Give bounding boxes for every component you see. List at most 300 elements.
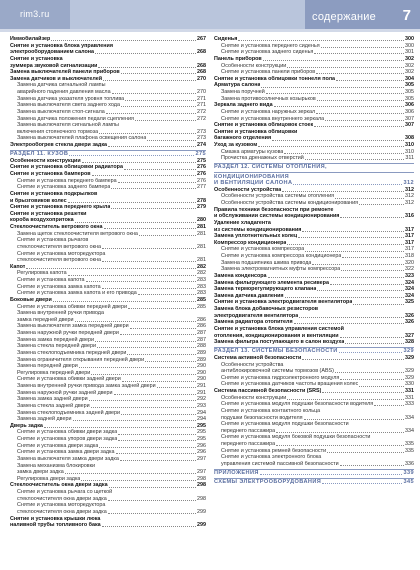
toc-entry[interactable] — [214, 96, 414, 103]
toc-entry[interactable] — [214, 333, 414, 340]
toc-page-number: 294 — [197, 409, 206, 416]
dot-leader — [73, 420, 197, 421]
toc-entry-title: Замена выключателя света заднего хода — [17, 102, 120, 109]
toc-page-number: 329 — [405, 374, 414, 381]
toc-entry[interactable] — [10, 304, 206, 311]
toc-entry-title: стеклоочистителя окна двери задка — [17, 508, 107, 515]
toc-entry[interactable] — [214, 448, 414, 455]
toc-entry[interactable] — [214, 49, 414, 56]
toc-entry[interactable] — [214, 116, 414, 123]
dot-leader — [95, 53, 196, 54]
dot-leader — [82, 162, 196, 163]
toc-entry[interactable] — [10, 224, 206, 231]
toc-page-number: 307 — [405, 122, 414, 129]
toc-entry-title: из системы кондиционирования — [214, 226, 302, 233]
toc-entry[interactable] — [10, 142, 206, 149]
toc-entry-line: Особенности устройства — [221, 361, 284, 368]
toc-entry[interactable] — [214, 286, 414, 293]
toc-entry[interactable] — [10, 109, 206, 116]
toc-entry[interactable] — [214, 388, 414, 395]
dot-leader — [359, 386, 404, 387]
toc-entry-title: Снятие и установка переднего бампера — [17, 177, 117, 184]
toc-entry-title: переднего пассажира — [221, 441, 276, 447]
toc-page-number: 285 — [197, 303, 206, 310]
dot-leader — [99, 447, 196, 448]
toc-entry[interactable] — [214, 355, 414, 362]
toc-entry[interactable] — [10, 496, 206, 503]
toc-entry[interactable] — [10, 158, 206, 165]
toc-section-heading[interactable] — [10, 150, 206, 158]
toc-page-number: 305 — [405, 82, 414, 89]
dot-leader — [127, 354, 196, 355]
toc-entry[interactable] — [10, 129, 206, 136]
toc-entry-line: Снятие и установка рычага со щеткой — [17, 489, 113, 495]
toc-entry-title: Замена радиатора отопителя — [214, 319, 293, 326]
dot-leader — [122, 381, 196, 382]
toc-entry[interactable] — [10, 509, 206, 516]
toc-entry-title: Снятие и установка бамперов — [10, 171, 91, 177]
dot-leader — [321, 47, 404, 48]
toc-entry[interactable] — [10, 63, 206, 70]
toc-entry[interactable] — [10, 376, 206, 383]
toc-entry[interactable] — [214, 319, 414, 326]
dot-leader — [116, 453, 196, 454]
toc-page-number: 317 — [405, 233, 414, 240]
toc-page-number: 283 — [197, 283, 206, 290]
toc-entry-title: отопления, кондиционирования и вентиляции — [214, 332, 339, 339]
toc-entry-title: Снятие и установка двери задка — [17, 442, 99, 449]
toc-entry[interactable] — [214, 375, 414, 382]
toc-entry[interactable] — [10, 244, 206, 251]
dot-leader — [314, 53, 404, 54]
dot-leader — [299, 317, 404, 318]
toc-entry[interactable] — [10, 284, 206, 291]
toc-entry[interactable] — [10, 357, 206, 364]
toc-entry-title: Снятие и установка обивки двери задка — [17, 429, 118, 436]
toc-entry-line: Снятие и установка решетки — [10, 210, 87, 217]
toc-page-number: 301 — [405, 49, 414, 56]
toc-entry[interactable] — [10, 277, 206, 284]
toc-entry-line: Снятие и установка контактного кольца — [221, 407, 321, 414]
toc-entry[interactable] — [214, 187, 414, 194]
toc-entry[interactable] — [214, 273, 414, 280]
toc-entry[interactable] — [214, 213, 414, 220]
toc-entry[interactable] — [214, 193, 414, 200]
toc-entry[interactable] — [214, 428, 414, 435]
toc-page-number: 287 — [197, 336, 206, 343]
dot-leader — [135, 120, 196, 121]
toc-entry-title: Замена выключателя стоп-сигнала — [17, 108, 105, 115]
dot-leader — [261, 87, 404, 88]
toc-entry[interactable] — [10, 49, 206, 56]
toc-page-number: 329 — [405, 354, 414, 361]
toc-page-number: 334 — [405, 427, 414, 434]
toc-entry[interactable] — [214, 339, 414, 346]
toc-entry[interactable] — [10, 76, 206, 83]
toc-entry[interactable] — [214, 280, 414, 287]
toc-entry[interactable] — [10, 403, 206, 410]
toc-entry[interactable] — [214, 401, 414, 408]
toc-entry[interactable] — [10, 436, 206, 443]
dot-leader — [287, 244, 404, 245]
toc-entry-title: короба воздухопритока — [10, 217, 74, 224]
toc-page-number: 307 — [405, 115, 414, 122]
toc-entry-line: Снятие и установка рычагов — [17, 237, 89, 244]
toc-entry[interactable] — [214, 246, 414, 253]
dot-leader — [111, 208, 196, 209]
toc-page-number: 270 — [197, 75, 206, 82]
toc-entry-title: Снятие и установка наружных зеркал — [221, 108, 316, 115]
toc-entry[interactable] — [214, 441, 414, 448]
toc-entry[interactable] — [10, 323, 206, 330]
toc-entry[interactable] — [214, 240, 414, 247]
toc-entry-title: Замена выключателей плафона освещения салона — [17, 135, 147, 142]
toc-entry[interactable] — [214, 102, 414, 109]
toc-entry[interactable] — [214, 415, 414, 422]
toc-entry-title: Регулировка капота — [17, 270, 67, 277]
toc-entry[interactable] — [214, 89, 414, 96]
dot-leader — [124, 169, 196, 170]
dot-leader — [147, 140, 196, 141]
toc-entry[interactable] — [10, 410, 206, 417]
dot-leader — [102, 248, 196, 249]
toc-entry[interactable] — [214, 76, 414, 83]
dot-leader — [118, 182, 196, 183]
toc-entry-title: Замена конденсора — [214, 272, 267, 279]
dot-leader — [359, 204, 404, 205]
dot-leader — [258, 146, 404, 147]
dot-leader — [145, 361, 196, 362]
toc-entry[interactable] — [10, 363, 206, 370]
toc-entry[interactable] — [10, 343, 206, 350]
toc-section-heading[interactable] — [214, 478, 414, 486]
toc-page-number: 285 — [197, 296, 206, 303]
toc-entry-title: Снятие и установка обивки передней двери — [17, 303, 128, 310]
toc-page-number: 271 — [197, 95, 206, 102]
toc-section-heading[interactable] — [214, 469, 414, 477]
toc-page-number: 299 — [197, 508, 206, 515]
toc-entry-title: Замена выключателя замка передней двери — [17, 323, 129, 330]
toc-page-number: 336 — [405, 460, 414, 467]
toc-entry-title: Прочистка дренажных отверстий — [221, 155, 304, 162]
toc-entry-title: аварийного падения давления масла — [17, 89, 111, 95]
toc-page-number: 339 — [403, 470, 414, 476]
toc-entry-title: Замена ограничителя открывания передней двери — [17, 356, 145, 363]
toc-entry[interactable] — [10, 69, 206, 76]
dot-leader — [121, 73, 196, 74]
toc-entry-title: антиблокировочной системы тормозов (ABS) — [221, 368, 334, 375]
toc-page-number: 302 — [405, 55, 414, 62]
toc-entry[interactable] — [10, 476, 206, 483]
toc-entry[interactable] — [10, 204, 206, 211]
toc-page-number: 292 — [197, 396, 206, 403]
toc-entry-line: Замена блока добавочных резисторов — [214, 306, 319, 312]
toc-page-number: 310 — [405, 142, 414, 148]
toc-entry[interactable] — [10, 383, 206, 390]
dot-leader — [274, 106, 404, 107]
toc-entry[interactable] — [10, 416, 206, 423]
toc-entry[interactable] — [214, 381, 414, 388]
toc-entry-title: Снятие и установка заднего сиденья — [221, 49, 314, 56]
toc-entry[interactable] — [214, 395, 414, 402]
toc-page-number: 317 — [405, 239, 414, 246]
dot-leader — [339, 352, 403, 353]
dot-leader — [287, 67, 404, 68]
toc-entry-title: И ВЕНТИЛЯЦИИ САЛОНА — [214, 180, 293, 187]
toc-entry-title: включения стояночного тормоза — [17, 128, 99, 135]
dot-leader — [285, 297, 404, 298]
toc-entry[interactable] — [214, 142, 414, 149]
toc-entry-line: Снятие и установка облицовки — [214, 128, 298, 135]
toc-entry[interactable] — [214, 260, 414, 267]
toc-entry[interactable] — [10, 456, 206, 463]
toc-entry[interactable] — [10, 297, 206, 304]
toc-entry[interactable] — [10, 469, 206, 476]
toc-entry[interactable] — [10, 522, 206, 529]
dot-leader — [294, 323, 404, 324]
dot-leader — [121, 414, 196, 415]
toc-page-number: 326 — [405, 319, 414, 326]
toc-entry-title: Замена стекла задней двери — [17, 402, 90, 409]
page-number: 7 — [402, 7, 411, 24]
dot-leader — [121, 106, 196, 107]
dot-leader — [312, 264, 404, 265]
toc-entry[interactable] — [10, 429, 206, 436]
toc-entry[interactable] — [214, 69, 414, 76]
toc-entry[interactable] — [10, 390, 206, 397]
toc-page-number: 290 — [197, 363, 206, 370]
toc-page-number: 268 — [197, 69, 206, 76]
toc-page-number: 281 — [197, 230, 206, 237]
toc-entry[interactable] — [10, 270, 206, 277]
dot-leader — [276, 432, 404, 433]
toc-entry[interactable] — [10, 482, 206, 489]
toc-page-number: 310 — [405, 148, 414, 155]
toc-entry-title: замка передней двери — [17, 316, 74, 323]
dot-leader — [238, 40, 404, 41]
dot-leader — [51, 40, 196, 41]
toc-entry[interactable] — [10, 330, 206, 337]
dot-leader — [112, 93, 196, 94]
dot-leader — [327, 452, 404, 453]
toc-entry[interactable] — [10, 89, 206, 96]
toc-entry-title: Замена датчика указателя уровня топлива — [17, 95, 125, 102]
toc-entry-title: Замена подшипника шкива привода — [221, 259, 312, 266]
toc-page-number: 331 — [405, 388, 414, 394]
toc-entry[interactable] — [10, 257, 206, 264]
dot-leader — [108, 513, 196, 514]
toc-page-number: 279 — [197, 204, 206, 211]
dot-leader — [316, 113, 404, 114]
dot-leader — [317, 100, 404, 101]
toc-section-heading[interactable] — [214, 347, 414, 355]
dot-leader — [75, 222, 196, 223]
toc-page-number: 267 — [197, 36, 206, 42]
toc-entry[interactable] — [214, 299, 414, 306]
toc-entry-title: подушки безопасности водителя — [221, 414, 303, 421]
dot-leader — [316, 73, 404, 74]
toc-entry-title: Замена противосолнечных козырьков — [221, 95, 316, 102]
toc-page-number: 283 — [197, 277, 206, 283]
toc-page-number: 281 — [197, 243, 206, 250]
toc-entry[interactable] — [10, 317, 206, 324]
toc-page-number: 320 — [405, 259, 414, 266]
toc-page-number: 306 — [405, 108, 414, 115]
toc-page-number: 330 — [405, 381, 414, 388]
dot-leader — [287, 399, 404, 400]
toc-entry-title: Особенности устройства — [214, 186, 282, 193]
toc-page-number: 295 — [197, 422, 206, 429]
dot-leader — [108, 500, 196, 501]
dot-leader — [268, 277, 404, 278]
toc-entry[interactable] — [214, 109, 414, 116]
toc-page-number: 299 — [197, 522, 206, 529]
dot-leader — [91, 374, 196, 375]
toc-page-number: 290 — [197, 376, 206, 383]
toc-entry[interactable] — [10, 36, 206, 43]
toc-entry[interactable] — [214, 368, 414, 375]
toc-page-number: 308 — [405, 135, 414, 142]
toc-entry-title: Снятие и установка датчиков частоты вращения колес — [221, 381, 359, 388]
toc-entry-line: Замена механизма блокировки — [17, 462, 95, 469]
toc-entry[interactable] — [214, 36, 414, 43]
toc-entry[interactable] — [10, 350, 206, 357]
toc-entry[interactable] — [214, 200, 414, 207]
toc-entry[interactable] — [10, 116, 206, 123]
toc-entry-title: Замена датчика положения педали сцепления — [17, 115, 134, 122]
toc-entry[interactable] — [214, 122, 414, 129]
toc-entry-title: Замена наружной ручки передней двери — [17, 330, 119, 336]
toc-entry-title: СХЕМЫ ЭЛЕКТРООБОРУДОВАНИЯ — [214, 479, 322, 486]
toc-entry[interactable] — [214, 56, 414, 63]
toc-entry-title: Замена стекла передней двери — [17, 343, 96, 350]
toc-entry-title: Замена внутренней ручки привода замка задней двери — [17, 383, 156, 389]
dot-leader — [266, 93, 404, 94]
toc-entry[interactable] — [10, 370, 206, 377]
toc-entry-title: стеклоочистителя окна двери задка — [17, 495, 107, 502]
toc-entry-line: Замена датчика сигнальной лампы — [17, 82, 106, 89]
toc-page-number: 317 — [405, 226, 414, 233]
toc-entry[interactable] — [214, 82, 414, 89]
toc-entry-title: Снятие и установка гидроэлектронного модуля — [221, 374, 340, 381]
toc-entry-title: Снятие и установка замка двери задка — [17, 449, 115, 456]
toc-entry-title: Замена датчиков и выключателей — [10, 75, 103, 82]
toc-entry[interactable] — [214, 43, 414, 50]
toc-entry-title: Дверь задка — [10, 422, 43, 429]
toc-entry[interactable] — [10, 171, 206, 178]
toc-entry[interactable] — [10, 423, 206, 430]
toc-entry-title: Замена датчика давления — [214, 292, 284, 299]
toc-entry[interactable] — [214, 266, 414, 273]
toc-page-number: 333 — [405, 401, 414, 408]
toc-page-number: 298 — [197, 495, 206, 502]
toc-entry[interactable] — [10, 184, 206, 191]
toc-section-heading: РАЗДЕЛ 12. СИСТЕМЫ ОТОПЛЕНИЯ, — [214, 163, 414, 171]
toc-entry[interactable] — [214, 227, 414, 234]
dot-leader — [44, 427, 196, 428]
toc-entry-title: Замена выключателя замка двери задка — [17, 455, 119, 462]
toc-page-number: 302 — [405, 69, 414, 76]
toc-section-heading[interactable] — [214, 180, 414, 187]
toc-entry[interactable] — [10, 164, 206, 171]
toc-entry[interactable] — [10, 337, 206, 344]
toc-entry-line: Замена внутренней ручки привода — [17, 310, 104, 317]
toc-page-number: 281 — [197, 257, 206, 264]
toc-page-number: 335 — [405, 447, 414, 454]
toc-page-number: 272 — [197, 108, 206, 115]
toc-entry-title: электродвигателя вентилятора — [214, 312, 299, 319]
dot-leader — [340, 379, 404, 380]
toc-page-number: 312 — [405, 186, 414, 193]
dot-leader — [305, 251, 404, 252]
toc-entry[interactable] — [10, 198, 206, 205]
dot-leader — [342, 257, 404, 258]
toc-entry[interactable] — [10, 178, 206, 185]
toc-entry[interactable] — [214, 461, 414, 468]
dot-leader — [260, 474, 403, 475]
toc-entry-title: Электрообогрев стекла двери задка — [10, 142, 108, 148]
toc-page-number: 282 — [197, 270, 206, 277]
toc-entry[interactable] — [10, 96, 206, 103]
toc-entry-title: Замена выключателей панели приборов — [10, 69, 120, 76]
toc-entry-title: зуммера звуковой сигнализации — [10, 62, 98, 69]
toc-page-number: 304 — [405, 75, 414, 82]
toc-page-number: 312 — [405, 200, 414, 206]
toc-page-number: 302 — [405, 62, 414, 69]
toc-entry[interactable] — [10, 290, 206, 297]
dot-leader — [336, 80, 404, 81]
toc-entry[interactable] — [214, 253, 414, 260]
toc-entry-title: и обслуживании системы кондиционирования — [214, 213, 340, 220]
dot-leader — [341, 270, 404, 271]
toc-entry[interactable] — [214, 155, 414, 162]
toc-entry[interactable] — [10, 102, 206, 109]
toc-entry-title: Замена стеклоподъемника задней двери — [17, 409, 121, 416]
toc-section-heading: КОНДИЦИОНИРОВАНИЯ — [214, 172, 414, 180]
toc-entry[interactable] — [214, 63, 414, 70]
toc-page-number: 329 — [403, 348, 414, 355]
toc-entry-title: Снятие и установка заднего бампера — [17, 184, 111, 191]
toc-page-number: 324 — [405, 279, 414, 286]
toc-entry-title: Замена фильтрующего элемента ресивера — [214, 279, 329, 286]
toc-entry-title: Уход за кузовом — [214, 142, 258, 148]
toc-entry[interactable] — [214, 313, 414, 320]
toc-entry[interactable] — [214, 233, 414, 240]
toc-entry[interactable] — [10, 217, 206, 224]
toc-page-number: 317 — [405, 246, 414, 253]
toc-entry[interactable] — [10, 231, 206, 238]
toc-entry[interactable] — [10, 264, 206, 271]
toc-page-number: 288 — [197, 343, 206, 350]
toc-page-number: 281 — [197, 224, 206, 230]
toc-entry[interactable] — [10, 135, 206, 142]
toc-entry-title: Снятие и установка внутреннего зеркала — [221, 115, 325, 122]
toc-entry[interactable] — [214, 293, 414, 300]
toc-entry[interactable] — [214, 135, 414, 142]
toc-entry[interactable] — [214, 149, 414, 156]
toc-entry[interactable] — [10, 449, 206, 456]
toc-page-number: 305 — [405, 89, 414, 95]
toc-entry-title: Замена замка передней двери — [17, 336, 94, 343]
dot-leader — [314, 126, 404, 127]
toc-entry[interactable] — [10, 443, 206, 450]
dot-leader — [157, 387, 196, 388]
dot-leader — [335, 198, 404, 199]
toc-page-number: 273 — [197, 128, 206, 135]
toc-entry-line: Снятие и установка блока управления системой — [214, 325, 344, 332]
toc-page-number: 296 — [197, 442, 206, 449]
toc-entry[interactable] — [10, 396, 206, 403]
